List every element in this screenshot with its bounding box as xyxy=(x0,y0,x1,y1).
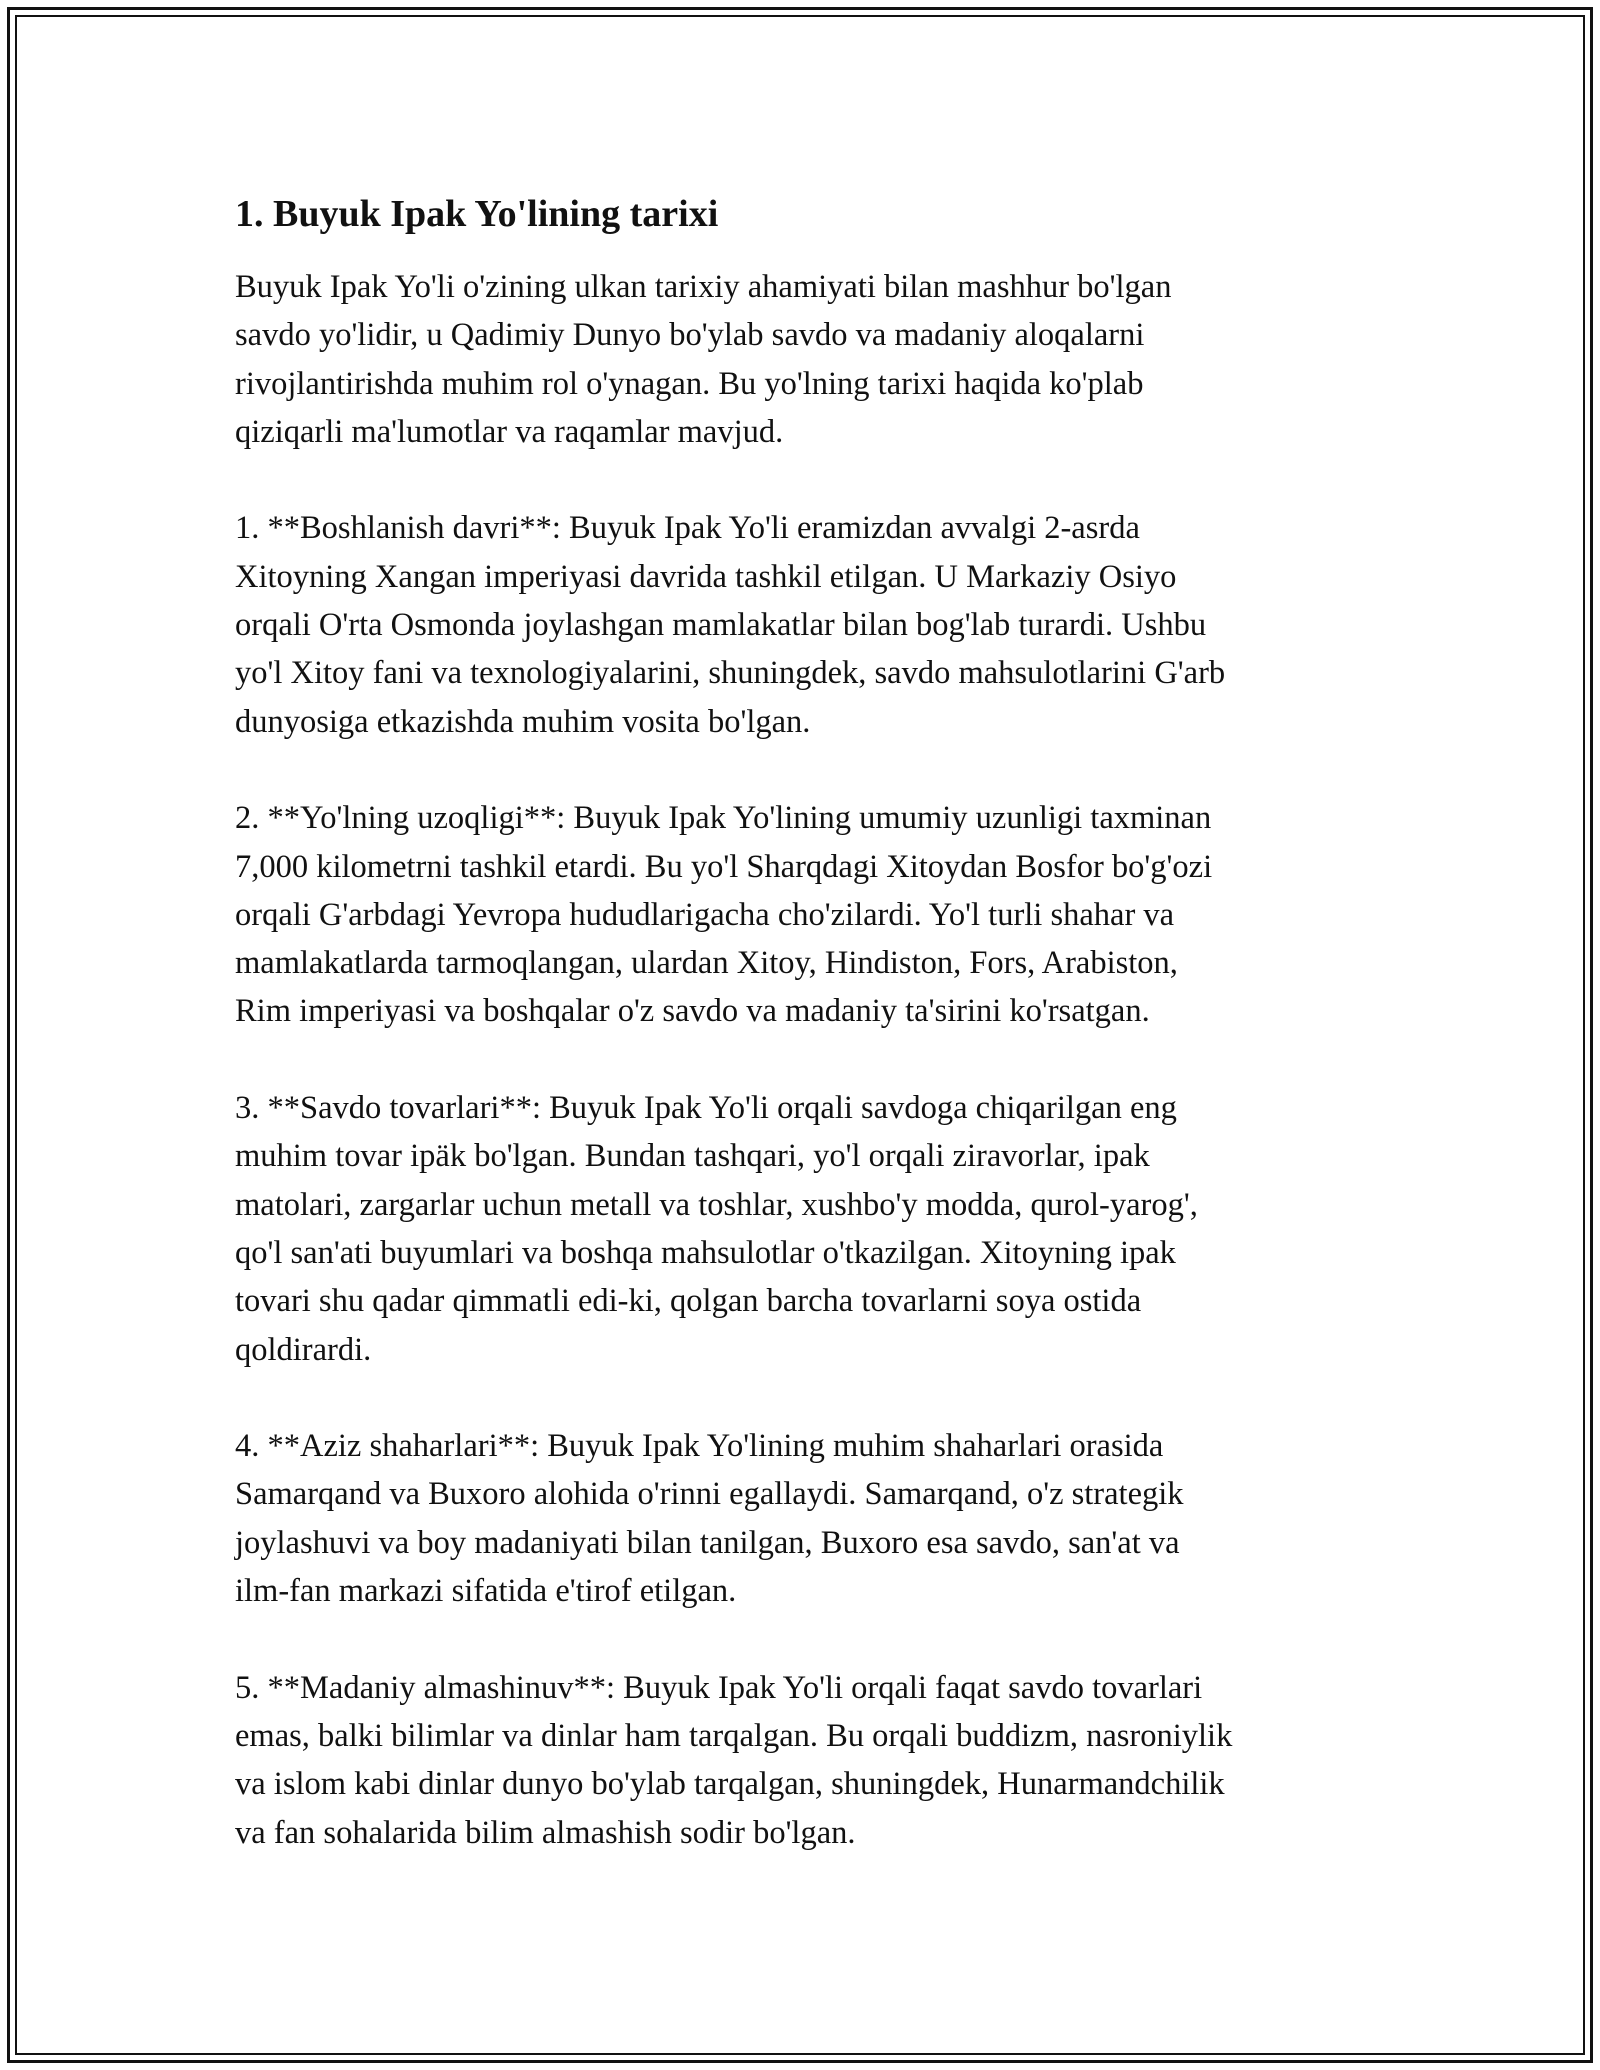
text-line: matolari, zargarlar uchun metall va toshlar, xushbo'y modda, qurol-yarog', xyxy=(235,1186,1198,1223)
text-line: qo'l san'ati buyumlari va boshqa mahsulotlar o'tkazilgan. Xitoyning ipak xyxy=(235,1234,1176,1271)
section-yolning-uzoqligi xyxy=(235,794,1385,1035)
text-line: Rim imperiyasi va boshqalar o'z savdo va madaniy ta'sirini ko'rsatgan. xyxy=(235,993,1150,1030)
text-line: va fan sohalarida bilim almashish sodir bo'lgan. xyxy=(235,1814,856,1851)
text-line: 3. **Savdo tovarlari**: Buyuk Ipak Yo'li orqali savdoga chiqarilgan eng xyxy=(235,1090,1177,1127)
text-line: ilm-fan markazi sifatida e'tirof etilgan. xyxy=(235,1573,737,1610)
section-madaniy-almashinuv xyxy=(235,1664,1385,1857)
text-line: qiziqarli ma'lumotlar va raqamlar mavjud. xyxy=(235,413,784,450)
text-line: yo'l Xitoy fani va texnologiyalarini, shuningdek, savdo mahsulotlarini G'arb xyxy=(235,655,1226,692)
text-line: dunyosiga etkazishda muhim vosita bo'lgan. xyxy=(235,703,811,740)
text-line: rivojlantirishda muhim rol o'ynagan. Bu yo'lning tarixi haqida ko'plab xyxy=(235,365,1144,402)
text-line: orqali O'rta Osmonda joylashgan mamlakatlar bilan bog'lab turardi. Ushbu xyxy=(235,607,1207,644)
document-title: 1. Buyuk Ipak Yo'lining tarixi xyxy=(235,193,719,235)
text-line: muhim tovar ipäk bo'lgan. Bundan tashqari, yo'l orqali ziravorlar, ipak xyxy=(235,1138,1150,1175)
text-line: Samarqand va Buxoro alohida o'rinni egallaydi. Samarqand, o'z strategik xyxy=(235,1476,1184,1513)
text-line: emas, balki bilimlar va dinlar ham tarqalgan. Bu orqali buddizm, nasroniylik xyxy=(235,1717,1233,1754)
text-line: 1. **Boshlanish davri**: Buyuk Ipak Yo'li eramizdan avvalgi 2-asrda xyxy=(235,510,1140,547)
text-line: savdo yo'lidir, u Qadimiy Dunyo bo'ylab savdo va madaniy aloqalarni xyxy=(235,317,1145,354)
text-line: joylashuvi va boy madaniyati bilan tanilgan, Buxoro esa savdo, san'at va xyxy=(235,1524,1180,1561)
text-line: Xitoyning Xangan imperiyasi davrida tashkil etilgan. U Markaziy Osiyo xyxy=(235,558,1177,595)
text-line: 7,000 kilometrni tashkil etardi. Bu yo'l Sharqdagi Xitoydan Bosfor bo'g'ozi xyxy=(235,848,1213,885)
section-boshlanish-davri xyxy=(235,504,1385,745)
text-line: va islom kabi dinlar dunyo bo'ylab tarqalgan, shuningdek, Hunarmandchilik xyxy=(235,1766,1225,1803)
text-line: qoldirardi. xyxy=(235,1331,372,1368)
text-line: 5. **Madaniy almashinuv**: Buyuk Ipak Yo'li orqali faqat savdo tovarlari xyxy=(235,1669,1203,1706)
section-aziz-shaharlari xyxy=(235,1422,1385,1615)
text-line: tovari shu qadar qimmatli edi-ki, qolgan barcha tovarlarni soya ostida xyxy=(235,1283,1142,1320)
text-line: Buyuk Ipak Yo'li o'zining ulkan tarixiy ahamiyati bilan mashhur bo'lgan xyxy=(235,269,1172,305)
document-body xyxy=(235,185,1385,1905)
text-line: 2. **Yo'lning uzoqligi**: Buyuk Ipak Yo'lining umumiy uzunligi taxminan xyxy=(235,800,1212,837)
text-line: 4. **Aziz shaharlari**: Buyuk Ipak Yo'lining muhim shaharlari orasida xyxy=(235,1428,1164,1465)
text-line: orqali G'arbdagi Yevropa hududlarigacha cho'zilardi. Yo'l turli shahar va xyxy=(235,896,1175,933)
text-line: mamlakatlarda tarmoqlangan, ulardan Xitoy, Hindiston, Fors, Arabiston, xyxy=(235,945,1178,982)
intro-paragraph xyxy=(235,263,1385,456)
section-savdo-tovarlari xyxy=(235,1084,1385,1374)
